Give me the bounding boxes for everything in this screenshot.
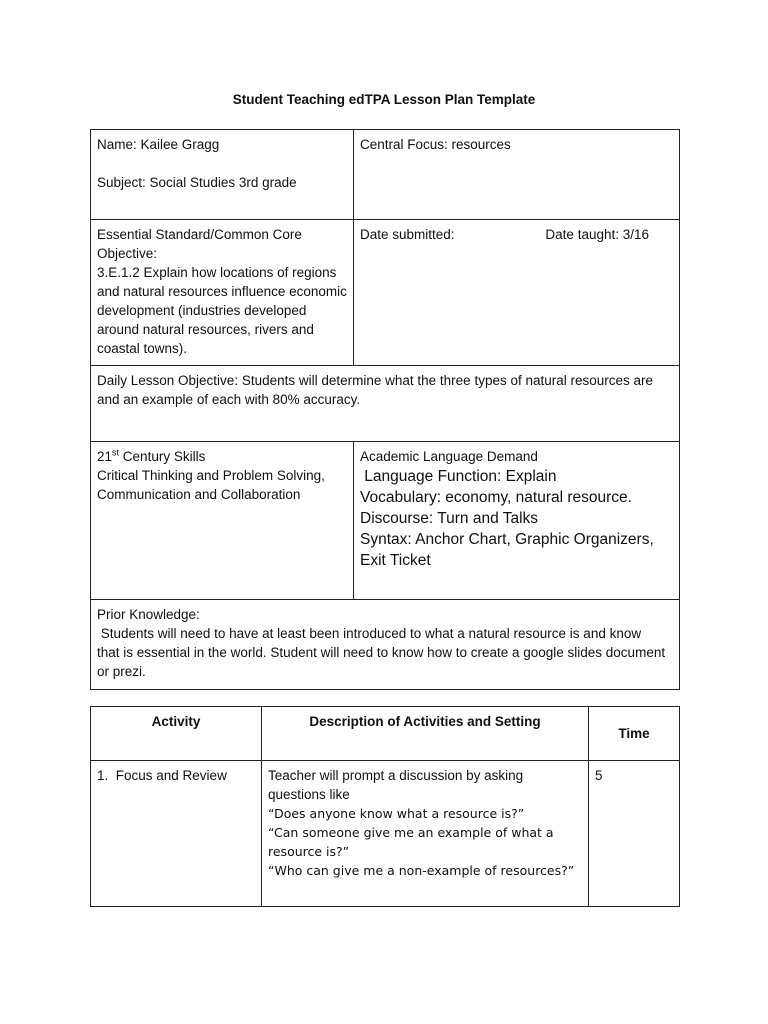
- discourse: Discourse: Turn and Talks: [360, 510, 539, 527]
- description-cell: [262, 761, 589, 907]
- daily-objective: Daily Lesson Objective: Students will determine what the three types of natural resources are and an example of each with 80% accuracy.: [97, 373, 654, 407]
- standard-cell: [91, 220, 354, 366]
- standard-heading: Essential Standard/Common Core Objective:: [97, 227, 302, 261]
- activity-header: Activity: [91, 707, 262, 761]
- time-header: Time: [589, 707, 680, 761]
- dates-cell: [354, 220, 680, 366]
- skills-text: Critical Thinking and Problem Solving, Communication and Collaboration: [97, 468, 325, 502]
- lesson-info-table: [90, 129, 680, 690]
- time-cell: 5: [589, 761, 680, 907]
- name-subject-cell: [91, 130, 354, 220]
- document-title: Student Teaching edTPA Lesson Plan Template: [232, 92, 536, 107]
- skills-cell: [91, 442, 354, 600]
- activity-cell: 1. Focus and Review: [91, 761, 262, 907]
- question-1: “Does anyone know what a resource is?”: [268, 806, 525, 821]
- daily-objective-cell: [91, 366, 680, 442]
- academic-language-heading: Academic Language Demand: [360, 449, 538, 464]
- table-row: [91, 761, 680, 907]
- teacher-name: Name: Kailee Gragg: [97, 137, 220, 152]
- date-taught: Date taught: 3/16: [545, 227, 649, 242]
- question-2: “Can someone give me an example of what a resource is?”: [268, 825, 554, 859]
- skills-heading: 21st Century Skills: [97, 447, 206, 464]
- central-focus: Central Focus: resources: [360, 137, 511, 152]
- language-function: Language Function: Explain: [360, 468, 557, 485]
- subject: Subject: Social Studies 3rd grade: [97, 175, 297, 190]
- description-header: Description of Activities and Setting: [262, 707, 589, 761]
- prior-knowledge-cell: [91, 600, 680, 690]
- vocabulary: Vocabulary: economy, natural resource.: [360, 489, 632, 506]
- central-focus-cell: [354, 130, 680, 220]
- activity-table: [90, 706, 680, 907]
- syntax: Syntax: Anchor Chart, Graphic Organizers, Exit Ticket: [360, 531, 654, 569]
- standard-text: 3.E.1.2 Explain how locations of regions and natural resources influence economic development (industries developed around natural resources, rivers and coastal towns).: [97, 265, 347, 356]
- prior-knowledge-text: Students will need to have at least been introduced to what a natural resource is and know that is essential in the world. Student will need to know how to create a google slides document or prezi.: [97, 626, 669, 679]
- prior-knowledge-heading: Prior Knowledge:: [97, 607, 200, 622]
- question-3: “Who can give me a non-example of resources?”: [268, 863, 575, 878]
- academic-language-cell: [354, 442, 680, 600]
- date-submitted: Date submitted:: [360, 227, 455, 242]
- description-text: Teacher will prompt a discussion by asking questions like: [268, 768, 524, 802]
